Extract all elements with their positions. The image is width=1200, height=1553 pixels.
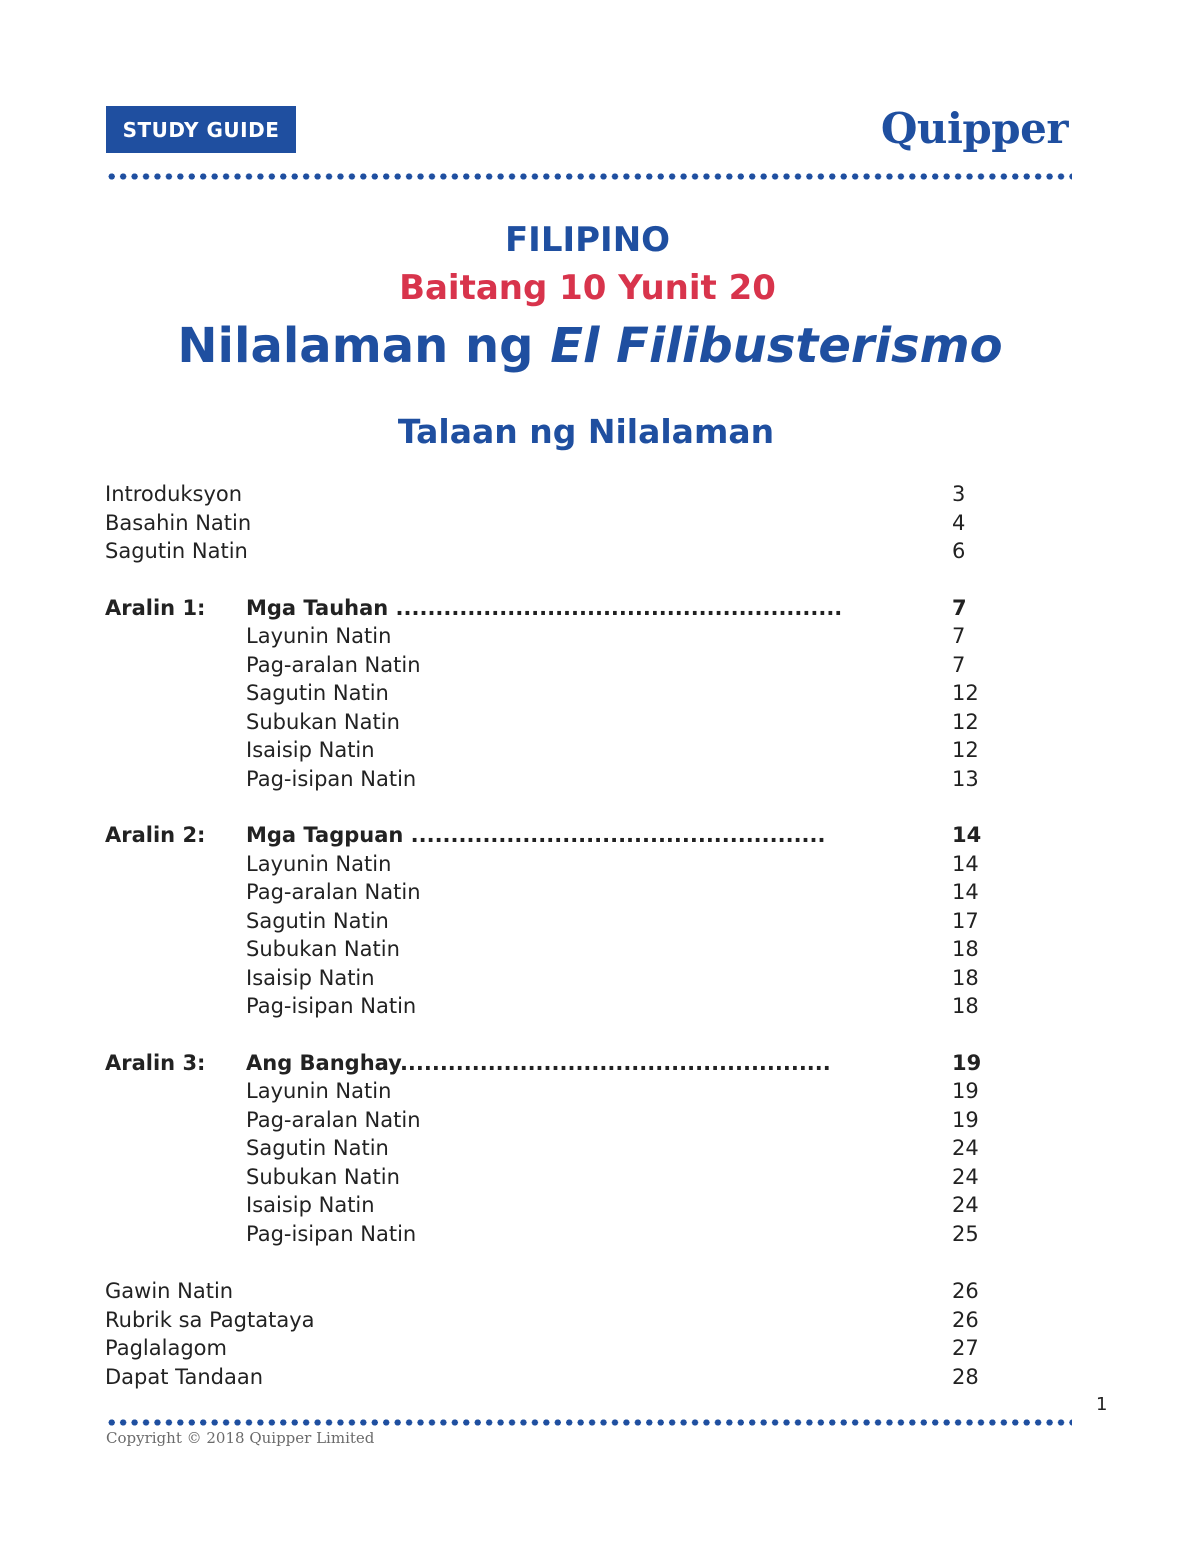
- toc-row: [105, 1363, 1005, 1392]
- toc-subrow: [105, 964, 1005, 993]
- toc-sublabel: Layunin Natin: [246, 624, 392, 648]
- lesson-title: Mga Tagpuan ....................................................: [246, 823, 826, 847]
- toc-row: [105, 480, 1005, 509]
- toc-sublabel: Sagutin Natin: [246, 1136, 389, 1160]
- subject-heading: FILIPINO: [504, 220, 671, 260]
- toc-label: Sagutin Natin: [105, 539, 248, 563]
- table-of-contents: [105, 480, 1005, 1391]
- toc-subrow: [105, 1163, 1005, 1192]
- toc-page: 17: [952, 908, 979, 933]
- lesson-label: Aralin 1:: [105, 595, 206, 620]
- toc-subrow: [105, 622, 1005, 651]
- spacer: [105, 566, 1005, 594]
- study-guide-badge: STUDY GUIDE: [106, 106, 296, 153]
- lesson-page: 7: [952, 595, 967, 620]
- document-title: [0, 318, 1180, 374]
- toc-sublabel: Sagutin Natin: [246, 908, 389, 933]
- bottom-dotted-divider: [106, 1419, 1072, 1426]
- toc-row: [105, 1334, 1005, 1363]
- toc-page: 18: [952, 965, 979, 990]
- toc-subrow: [105, 992, 1005, 1021]
- toc-row: [105, 1277, 1005, 1306]
- toc-subrow: [105, 907, 1005, 936]
- toc-subrow: [105, 1106, 1005, 1135]
- toc-page: 18: [952, 994, 979, 1018]
- toc-label: Introduksyon: [105, 482, 243, 506]
- lesson-title: Ang Banghay......................................................: [246, 1050, 831, 1075]
- toc-page: 18: [952, 937, 979, 961]
- page-number: 1: [1096, 1394, 1108, 1415]
- toc-page: 24: [952, 1193, 979, 1217]
- toc-page: 26: [952, 1279, 979, 1303]
- top-dotted-divider: [106, 173, 1072, 180]
- toc-subrow: [105, 1220, 1005, 1249]
- toc-page: 7: [952, 652, 966, 677]
- toc-page: 19: [952, 1079, 979, 1103]
- toc-sublabel: Pag-aralan Natin: [246, 1107, 421, 1132]
- toc-subrow: [105, 736, 1005, 765]
- lesson-label: Aralin 3:: [105, 1050, 206, 1075]
- lesson-row: [105, 821, 1005, 850]
- toc-page: 13: [952, 766, 979, 791]
- lesson-page: 19: [952, 1050, 982, 1075]
- toc-subrow: [105, 1134, 1005, 1163]
- toc-page: 25: [952, 1221, 979, 1246]
- toc-page: 3: [952, 482, 966, 506]
- toc-label: Rubrik sa Pagtataya: [105, 1307, 315, 1332]
- toc-sublabel: Pag-isipan Natin: [246, 766, 417, 791]
- spacer: [105, 1248, 1005, 1277]
- toc-page: 12: [952, 738, 979, 762]
- toc-sublabel: Pag-isipan Natin: [246, 1221, 417, 1246]
- toc-subrow: [105, 651, 1005, 680]
- toc-page: 7: [952, 624, 966, 648]
- toc-subrow: [105, 935, 1005, 964]
- lesson-label: Aralin 2:: [105, 823, 206, 847]
- toc-label: Gawin Natin: [105, 1279, 234, 1303]
- toc-page: 12: [952, 709, 979, 734]
- toc-subrow: [105, 679, 1005, 708]
- toc-sublabel: Pag-aralan Natin: [246, 652, 421, 677]
- spacer: [105, 793, 1005, 821]
- toc-page: 14: [952, 880, 979, 904]
- toc-heading: Talaan ng Nilalaman: [397, 412, 775, 451]
- lesson-page: 14: [952, 823, 982, 847]
- toc-sublabel: Isaisip Natin: [246, 965, 375, 990]
- quipper-logo: Quipper: [880, 104, 1068, 153]
- toc-label: Basahin Natin: [105, 510, 252, 535]
- toc-page: 28: [952, 1364, 979, 1389]
- lesson-row: [105, 1049, 1005, 1078]
- toc-sublabel: Subukan Natin: [246, 1164, 400, 1189]
- grade-unit-heading: Baitang 10 Yunit 20: [399, 268, 776, 308]
- toc-subrow: [105, 878, 1005, 907]
- toc-sublabel: Pag-aralan Natin: [246, 880, 421, 904]
- toc-page: 19: [952, 1107, 979, 1132]
- toc-page: 26: [952, 1307, 979, 1332]
- spacer: [105, 1021, 1005, 1049]
- toc-sublabel: Pag-isipan Natin: [246, 994, 417, 1018]
- copyright-notice: Copyright © 2018 Quipper Limited: [106, 1429, 375, 1447]
- toc-subrow: [105, 850, 1005, 879]
- toc-sublabel: Isaisip Natin: [246, 738, 375, 762]
- title-italic: El Filibusterismo: [550, 318, 1003, 374]
- toc-page: 14: [952, 851, 979, 876]
- toc-sublabel: Layunin Natin: [246, 1079, 392, 1103]
- toc-row: [105, 1306, 1005, 1335]
- title-normal: Nilalaman ng: [177, 318, 551, 374]
- toc-sublabel: Sagutin Natin: [246, 681, 389, 705]
- toc-subrow: [105, 765, 1005, 794]
- toc-label: Dapat Tandaan: [105, 1364, 264, 1389]
- toc-row: [105, 509, 1005, 538]
- toc-label: Paglalagom: [105, 1336, 227, 1360]
- lesson-title: Mga Tauhan ........................................................: [246, 595, 843, 620]
- toc-sublabel: Layunin Natin: [246, 851, 392, 876]
- toc-sublabel: Isaisip Natin: [246, 1193, 375, 1217]
- toc-page: 27: [952, 1336, 979, 1360]
- toc-row: [105, 537, 1005, 566]
- toc-page: 4: [952, 510, 966, 535]
- toc-page: 6: [952, 539, 966, 563]
- toc-sublabel: Subukan Natin: [246, 937, 400, 961]
- toc-sublabel: Subukan Natin: [246, 709, 400, 734]
- toc-subrow: [105, 1077, 1005, 1106]
- toc-page: 24: [952, 1164, 979, 1189]
- toc-subrow: [105, 1191, 1005, 1220]
- toc-subrow: [105, 708, 1005, 737]
- toc-page: 12: [952, 681, 979, 705]
- toc-page: 24: [952, 1136, 979, 1160]
- lesson-row: [105, 594, 1005, 623]
